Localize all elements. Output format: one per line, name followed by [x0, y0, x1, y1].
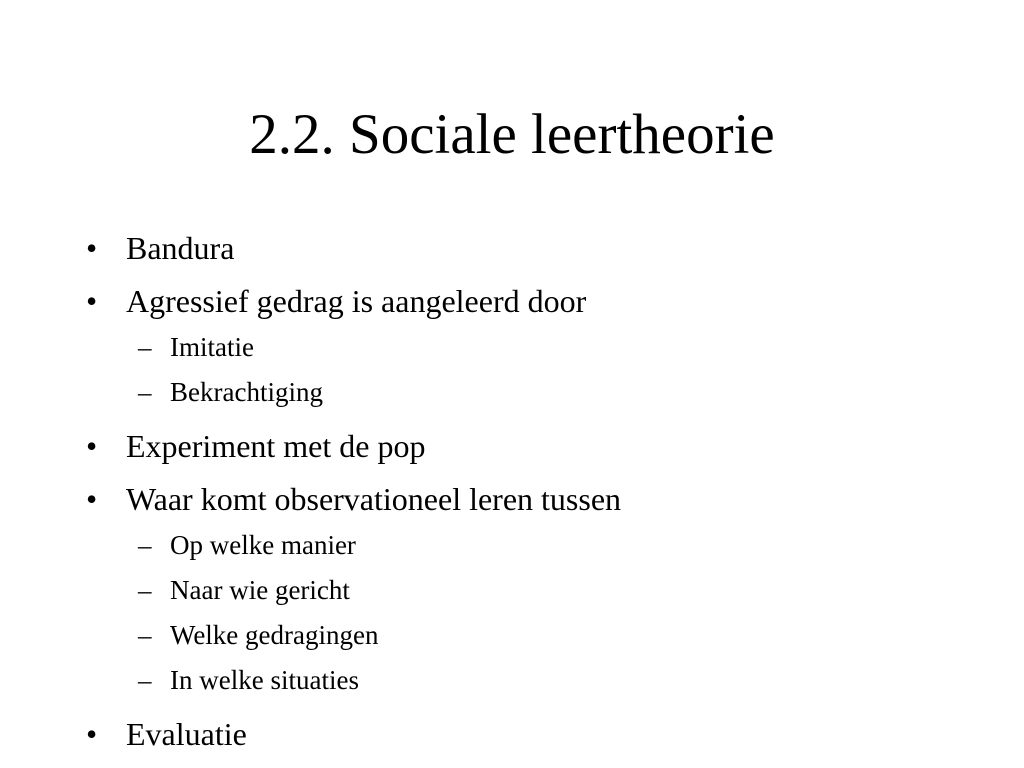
sub-item-text: Op welke manier — [170, 530, 356, 560]
dash-icon: – — [138, 530, 152, 560]
bullet-text: Waar komt observationeel leren tussen — [126, 481, 622, 517]
bullet-item-agressief — [86, 279, 986, 323]
bullet-icon: • — [86, 283, 98, 319]
dash-icon: – — [138, 332, 152, 362]
bullet-icon: • — [86, 230, 98, 266]
dash-icon: – — [138, 620, 152, 650]
sub-item-imitatie — [86, 325, 986, 370]
sub-item-text: In welke situaties — [170, 665, 359, 695]
sub-item-gedragingen — [86, 613, 986, 658]
bullet-text: Evaluatie — [126, 716, 247, 752]
slide-title: 2.2. Sociale leertheorie — [249, 103, 775, 166]
bullet-text: Bandura — [126, 230, 235, 266]
bullet-icon: • — [86, 481, 98, 517]
sub-item-text: Naar wie gericht — [170, 575, 350, 605]
bullet-icon: • — [86, 716, 98, 752]
bullet-text: Agressief gedrag is aangeleerd door — [126, 283, 587, 319]
bullet-list — [86, 226, 986, 756]
bullet-item-experiment — [86, 424, 986, 468]
bullet-text: Experiment met de pop — [126, 428, 426, 464]
sub-item-gericht — [86, 568, 986, 613]
dash-icon: – — [138, 575, 152, 605]
sub-item-text: Welke gedragingen — [170, 620, 379, 650]
bullet-item-evaluatie — [86, 712, 986, 756]
sub-item-bekrachtiging — [86, 370, 986, 415]
bullet-icon: • — [86, 428, 98, 464]
sub-list — [86, 523, 986, 703]
bullet-item-bandura — [86, 226, 986, 270]
bullet-item-observationeel — [86, 477, 986, 521]
sub-item-situaties — [86, 658, 986, 703]
sub-list — [86, 325, 986, 415]
sub-item-text: Bekrachtiging — [170, 377, 323, 407]
dash-icon: – — [138, 377, 152, 407]
sub-item-text: Imitatie — [170, 332, 254, 362]
dash-icon: – — [138, 665, 152, 695]
sub-item-manier — [86, 523, 986, 568]
